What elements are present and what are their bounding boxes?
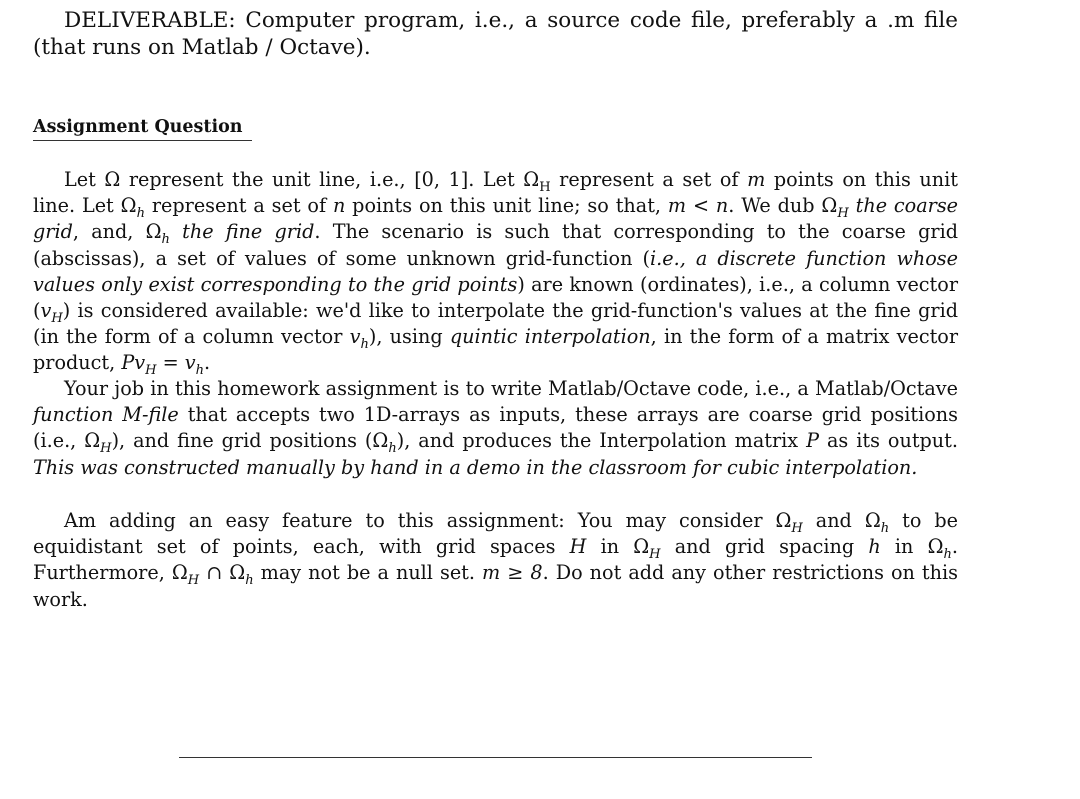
deliverable-statement: DELIVERABLE: Computer program, i.e., a source code file, preferably a .m file (that runs on Matlab / Octave). <box>33 8 958 60</box>
section-heading: Assignment Question <box>33 117 243 137</box>
paragraph-additional-feature: Am adding an easy feature to this assignment: You may consider $\Omega_H$ and $\Omega_h$ to be equidistant set of points, each, with grid spaces H in $\Omega_H$ and grid spacing h in $\Omega_h$. Furthermore, $\Omega_H$ ∩ $\Omega_h$ may not be a null set. m ≥ 8. Do not add any other restrictions on this work. <box>33 509 958 611</box>
heading-underline <box>33 140 252 141</box>
paragraph-task-description: Your job in this homework assignment is to write Matlab/Octave code, i.e., a Matlab/Octave function M-file that accepts two 1D-arrays as inputs, these arrays are coarse grid positions (i.e., $\Omega_H$), and fine grid positions $(\Omega_h)$, and produces the Interpolation matrix P as its output. This was constructed manually by hand in a demo in the classroom for cubic interpolation. <box>33 377 958 479</box>
footnote-divider <box>179 757 812 758</box>
paragraph-problem-statement: Let Ω represent the unit line, i.e., [0, 1]. Let $\Omega_H$ represent a set of m points on this unit line. Let $\Omega_h$ represent a set of n points on this unit line; so that, m < n. We dub $\Omega_H$ the coarse grid, and, $\Omega_h$ the fine grid. The scenario is such that corresponding to the coarse grid (abscissas), a set of values of some unknown grid-function (i.e., a discrete function whose values only exist corresponding to the grid points) are known (ordinates), i.e., a column vector $(v_H)$ is considered available: we'd like to interpolate the grid-function's values at the fine grid (in the form of a column vector $v_h$), using quintic interpolation, in the form of a matrix vector product, $Pv_H = v_h$. <box>33 168 959 379</box>
